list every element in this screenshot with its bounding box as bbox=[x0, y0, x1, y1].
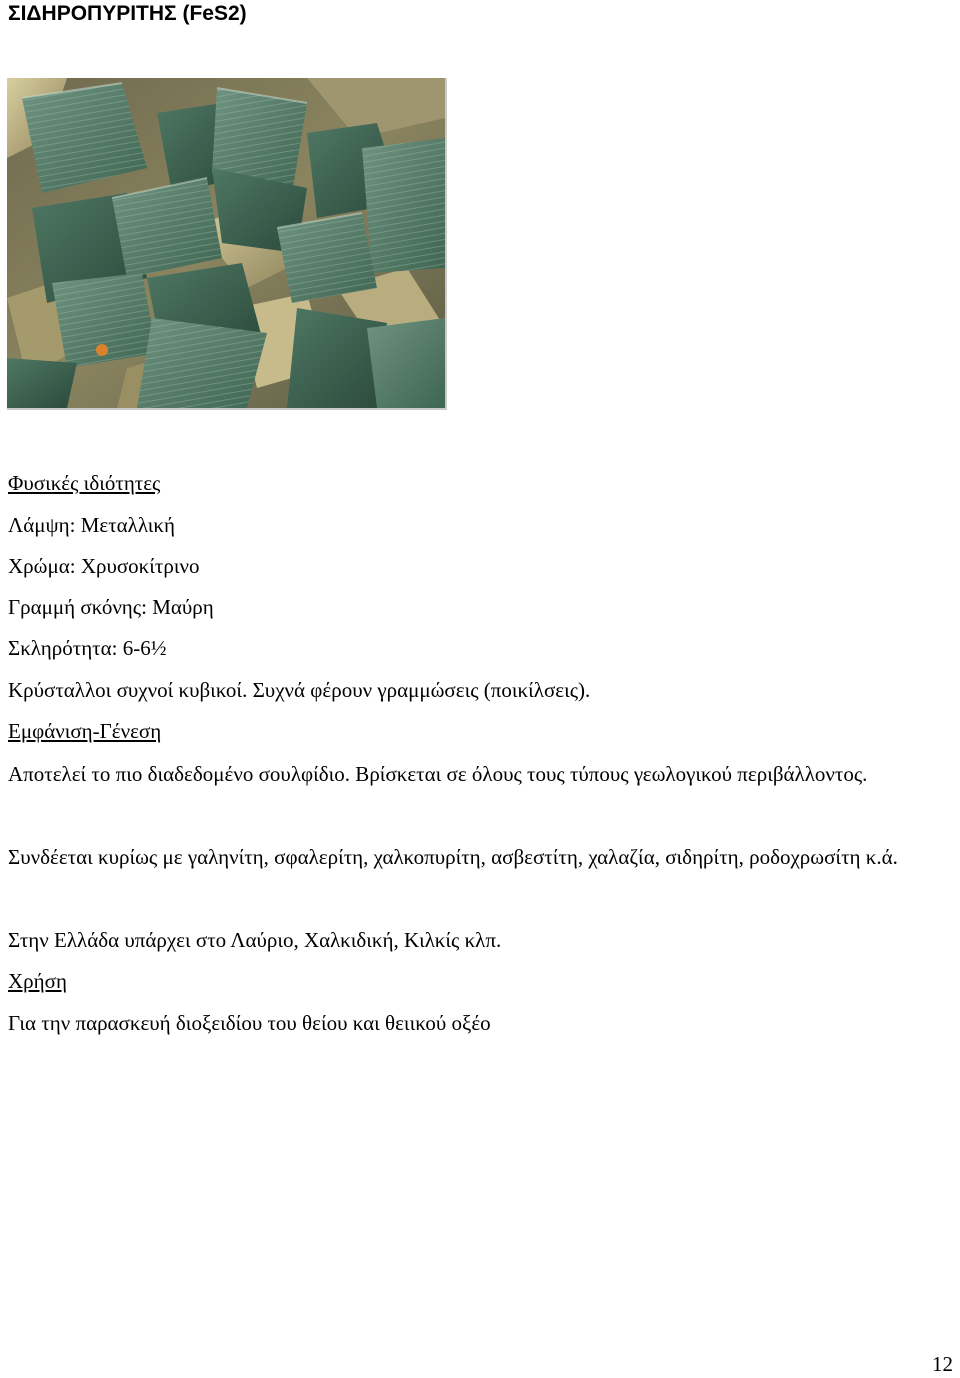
associated-minerals-paragraph: Συνδέεται κυρίως με γαληνίτη, σφαλερίτη, χαλκοπυρίτη, ασβεστίτη, χαλαζία, σιδηρίτη, ροδοχρωσίτη κ.ά. bbox=[8, 845, 898, 869]
streak-property: Γραμμή σκόνης: Μαύρη bbox=[8, 595, 214, 619]
use-text: Για την παρασκευή διοξειδίου του θείου και θειικού οξέο bbox=[8, 1011, 491, 1035]
pyrite-crystals-image bbox=[7, 78, 445, 408]
physical-properties-heading: Φυσικές ιδιότητες bbox=[8, 471, 161, 495]
crystals-property: Κρύσταλλοι συχνοί κυβικοί. Συχνά φέρουν γραμμώσεις (ποικίλσεις). bbox=[8, 678, 591, 702]
occurrence-paragraph: Αποτελεί το πιο διαδεδομένο σουλφίδιο. Βρίσκεται σε όλους τους τύπους γεωλογικού περιβάλλοντος. bbox=[8, 762, 868, 786]
page-title: ΣΙΔΗΡΟΠΥΡΙΤΗΣ (FeS2) bbox=[8, 2, 247, 25]
color-property: Χρώμα: Χρυσοκίτρινο bbox=[8, 554, 200, 578]
occurrence-heading: Εμφάνιση-Γένεση bbox=[8, 719, 162, 743]
hardness-property: Σκληρότητα: 6-6½ bbox=[8, 636, 167, 660]
page-number: 12 bbox=[932, 1352, 953, 1376]
pyrite-crystals-photo bbox=[7, 78, 447, 410]
luster-property: Λάμψη: Μεταλλική bbox=[8, 513, 175, 537]
use-heading: Χρήση bbox=[8, 969, 67, 993]
greece-locations: Στην Ελλάδα υπάρχει στο Λαύριο, Χαλκιδική, Κιλκίς κλπ. bbox=[8, 928, 502, 952]
